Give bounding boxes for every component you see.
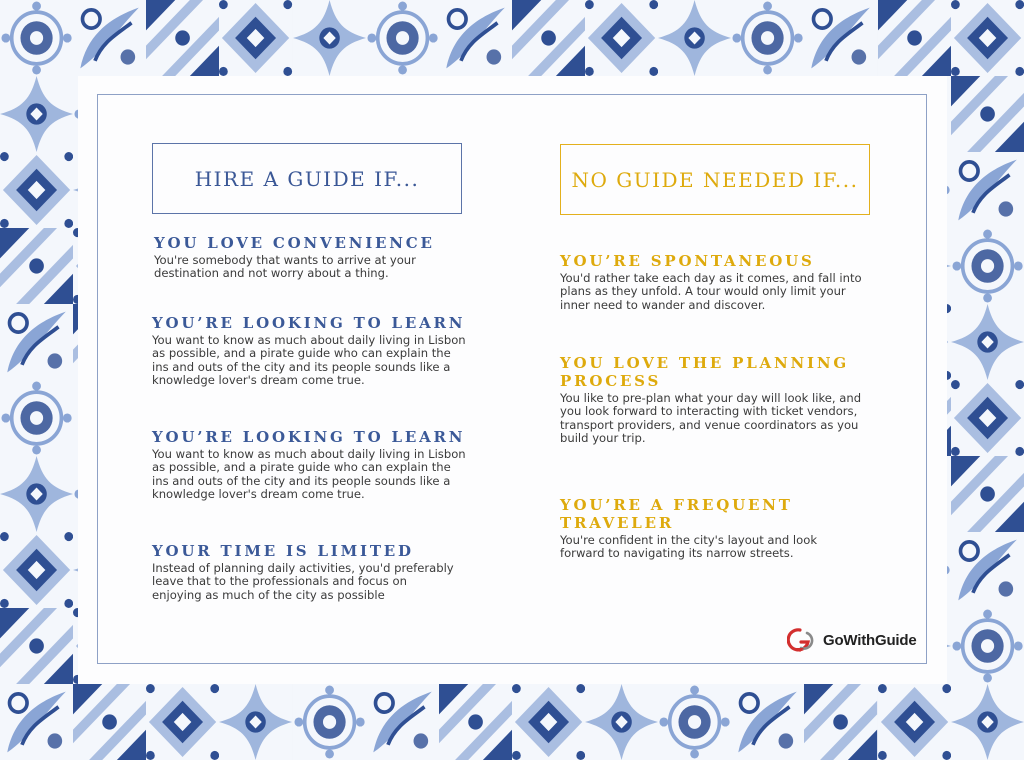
azulejo-tile (585, 0, 658, 76)
azulejo-tile (293, 0, 366, 76)
tile-pattern-icon (951, 0, 1024, 76)
tile-pattern-icon (73, 0, 146, 76)
tile-pattern-icon (0, 380, 73, 456)
azulejo-tile (585, 684, 658, 760)
gowithguide-logo-icon (787, 627, 817, 653)
azulejo-tile (0, 0, 73, 76)
azulejo-tile (146, 0, 219, 76)
tile-pattern-icon (951, 304, 1024, 380)
tile-pattern-icon (0, 76, 73, 152)
azulejo-tile (0, 608, 73, 684)
item-title: YOUR TIME IS LIMITED (152, 542, 414, 560)
azulejo-tile (951, 304, 1024, 380)
tile-pattern-icon (512, 0, 585, 76)
tile-pattern-icon (146, 684, 219, 760)
item-text: You're confident in the city's layout and look forward to navigating its narrow streets. (560, 533, 818, 561)
item-text: Instead of planning daily activities, you'd preferably leave that to the professionals and focus on enjoying as much of the city as possible (152, 561, 454, 602)
tile-pattern-icon (293, 684, 366, 760)
right-item-spontaneous (560, 252, 880, 312)
tile-pattern-icon (658, 0, 731, 76)
item-title: YOU LOVE THE PLANNING PROCESS (560, 354, 849, 390)
hire-guide-heading: HIRE A GUIDE IF... (152, 143, 462, 214)
tile-pattern-icon (0, 684, 73, 760)
tile-pattern-icon (512, 684, 585, 760)
right-item-planning (560, 354, 862, 446)
tile-pattern-icon (146, 0, 219, 76)
tile-pattern-icon (658, 684, 731, 760)
tile-pattern-icon (585, 0, 658, 76)
item-title: YOU’RE LOOKING TO LEARN (152, 428, 466, 446)
azulejo-tile (0, 456, 73, 532)
azulejo-tile (512, 684, 585, 760)
tile-pattern-icon (0, 152, 73, 228)
azulejo-tile (951, 532, 1024, 608)
tile-pattern-icon (0, 456, 73, 532)
azulejo-tile (804, 0, 877, 76)
azulejo-tile (804, 684, 877, 760)
azulejo-tile (73, 684, 146, 760)
azulejo-tile (0, 684, 73, 760)
azulejo-tile (0, 152, 73, 228)
tile-pattern-icon (951, 532, 1024, 608)
azulejo-tile (219, 0, 292, 76)
item-title: YOU LOVE CONVENIENCE (154, 234, 435, 252)
azulejo-tile (951, 684, 1024, 760)
azulejo-tile (878, 684, 951, 760)
azulejo-tile (73, 0, 146, 76)
azulejo-tile (0, 380, 73, 456)
tile-pattern-icon (73, 684, 146, 760)
left-item-learn-2 (152, 428, 472, 502)
item-title: YOU’RE A FREQUENT TRAVELER (560, 496, 793, 532)
azulejo-tile (0, 76, 73, 152)
azulejo-tile (731, 684, 804, 760)
tile-pattern-icon (731, 0, 804, 76)
item-title: YOU’RE SPONTANEOUS (560, 252, 815, 270)
azulejo-tile (658, 0, 731, 76)
tile-pattern-icon (439, 684, 512, 760)
item-text: You like to pre-plan what your day will look like, and you look forward to interacting with ticket vendors, transport providers, and venue coordinators as you build your trip. (560, 391, 862, 446)
azulejo-tile (0, 304, 73, 380)
azulejo-tile (219, 684, 292, 760)
azulejo-tile (293, 684, 366, 760)
tile-pattern-icon (951, 76, 1024, 152)
azulejo-tile (0, 532, 73, 608)
tile-pattern-icon (293, 0, 366, 76)
no-guide-heading: NO GUIDE NEEDED IF... (560, 144, 870, 215)
tile-pattern-icon (951, 684, 1024, 760)
tile-pattern-icon (0, 228, 73, 304)
left-item-time (152, 542, 472, 602)
tile-pattern-icon (951, 152, 1024, 228)
tile-pattern-icon (366, 684, 439, 760)
tile-pattern-icon (366, 0, 439, 76)
azulejo-tile (512, 0, 585, 76)
brand-name: GoWithGuide (823, 631, 917, 649)
right-item-traveler (560, 496, 820, 561)
azulejo-tile (951, 76, 1024, 152)
tile-pattern-icon (585, 684, 658, 760)
tile-pattern-icon (951, 228, 1024, 304)
item-text: You want to know as much about daily living in Lisbon as possible, and a pirate guide who can explain the ins and outs of the city and its people sounds like a knowledge lover's dream come true. (152, 333, 466, 388)
azulejo-tile (951, 380, 1024, 456)
tile-pattern-icon (878, 684, 951, 760)
tile-pattern-icon (951, 608, 1024, 684)
tile-pattern-icon (0, 608, 73, 684)
tile-pattern-icon (219, 0, 292, 76)
azulejo-tile (951, 456, 1024, 532)
azulejo-tile (951, 228, 1024, 304)
item-text: You'd rather take each day as it comes, and fall into plans as they unfold. A tour would only limit your inner need to wander and discover. (560, 271, 862, 312)
item-title: YOU’RE LOOKING TO LEARN (152, 314, 466, 332)
brand-logo (787, 626, 916, 654)
tile-pattern-icon (439, 0, 512, 76)
azulejo-tile (366, 684, 439, 760)
tile-pattern-icon (951, 380, 1024, 456)
azulejo-tile (951, 152, 1024, 228)
left-item-learn-1 (152, 314, 472, 388)
azulejo-tile (951, 0, 1024, 76)
azulejo-tile (439, 0, 512, 76)
tile-pattern-icon (731, 684, 804, 760)
tile-pattern-icon (951, 456, 1024, 532)
azulejo-tile (878, 0, 951, 76)
tile-pattern-icon (0, 0, 73, 76)
tile-pattern-icon (219, 684, 292, 760)
azulejo-tile (366, 0, 439, 76)
item-text: You want to know as much about daily living in Lisbon as possible, and a pirate guide who can explain the ins and outs of the city and its people sounds like a knowledge lover's dream come true. (152, 447, 466, 502)
azulejo-tile (951, 608, 1024, 684)
azulejo-tile (146, 684, 219, 760)
azulejo-tile (731, 0, 804, 76)
azulejo-tile (0, 228, 73, 304)
tile-pattern-icon (0, 532, 73, 608)
tile-pattern-icon (804, 0, 877, 76)
azulejo-tile (439, 684, 512, 760)
tile-pattern-icon (804, 684, 877, 760)
tile-pattern-icon (878, 0, 951, 76)
azulejo-tile (658, 684, 731, 760)
item-text: You're somebody that wants to arrive at your destination and not worry about a thing. (154, 253, 416, 281)
tile-pattern-icon (0, 304, 73, 380)
left-item-convenience (154, 234, 474, 281)
